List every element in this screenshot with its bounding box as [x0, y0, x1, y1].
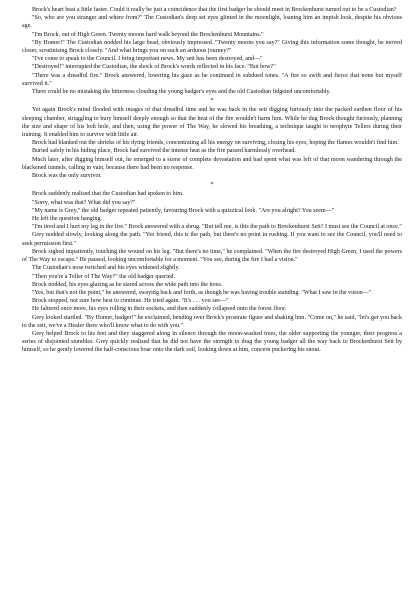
paragraph: "There was a dreadful fire." Brock answered, lowering his gaze as he continued in subdued tones. "A fire so swift and fierce that none but myself survived it.": [22, 72, 402, 87]
paragraph: "By Homer!" The Custodian nodded his large head, obviously impressed. "Twenty moons you say?" Giving this information some thought, he moved closer, scrutinising Brock closely. "And what brings you on such an arduous journey?": [22, 39, 402, 55]
paragraph: "I'm Brock, out of High Green. Twenty moons hard walk beyond the Brockenhurst Mountains.": [32, 31, 264, 38]
paragraph: Brock was the only survivor.: [32, 173, 102, 180]
paragraph: Brock stopped, not sure how best to continue. He tried again. "It's . . . you see—": [32, 298, 229, 305]
paragraph: Brock had blanked out the shrieks of his dying friends, concentrating all his energy on surviving, closing his eyes, hoping the flames wouldn't find him.: [32, 140, 399, 147]
paragraph: Buried safely in his hiding place, Brock had survived the intense heat as the fire passed harmlessly overhead.: [32, 148, 296, 155]
paragraph: Brock nodded, his eyes glazing as he stared across the wide path into the trees.: [32, 281, 223, 288]
paragraph: "So, who are you stranger and where from?" The Custodian's deep set eyes glinted in the moonlight, loaning him an impish look, despite his obvious age.: [22, 15, 402, 30]
paragraph: "Yes, but that's not the point," he answered, swaying back and forth, as though he was having trouble standing. "What I saw in the vision—": [32, 289, 372, 296]
paragraph: "I've come to speak to the Council. I bring important news. My sett has been destroyed, and—": [32, 56, 263, 63]
paragraph: "Destroyed!" interrupted the Custodian, the shock of Brock's words reflected in his face. "But how?": [32, 64, 276, 71]
paragraph: Grey helped Brock to his feet and they staggered along in silence through the moon-washed trees, the older supporting the younger, their progress a series of disjointed stumbles. Grey quickly realised that he did not have the strength to drag the young badger all the way back to Brockenhurst Sett by himself, so he gently lowered the half-conscious boar onto the dark soil, looking down at him, concern puckering his snout.: [22, 330, 402, 354]
paragraph: There could be no mistaking the bitterness clouding the young badger's eyes and the old Custodian fidgeted uncomfortably.: [32, 89, 331, 96]
paragraph: Brock sighed impatiently, touching the wound on his leg. "But there's no time," he complained. "When the fire destroyed High Green, I used the powers of The Way to escape." He paused, looking uncomfortable for a moment. "You see, during the fire I had a vision.": [22, 248, 402, 264]
scene-separator-1: *: [210, 98, 214, 105]
text-section-3: [22, 190, 402, 354]
paragraph: Much later, after digging himself out, he emerged to a scene of complete devastation and had spent what was left of that moon wandering through the blackened tunnels, calling in vain, because there had been no response.: [22, 156, 402, 171]
scene-separator-2: *: [210, 182, 214, 189]
paragraph: The Custodian's nose twitched and his eyes widened slightly.: [32, 265, 180, 272]
paragraph: Brock suddenly realised that the Custodian had spoken to him.: [32, 191, 184, 198]
text-section-2: [22, 106, 402, 180]
paragraph: "Sorry, what was that? What did you say?": [32, 199, 136, 206]
text-section-1: [22, 6, 402, 96]
paragraph: Grey nodded slowly, looking along the path. "Yes friend, this is the path, but there's no point in rushing. If you want to see the Council, you'll need to seek permission first.": [22, 232, 402, 247]
paragraph: He left the question hanging.: [32, 216, 103, 223]
paragraph: "I'm tired and I hurt my leg in the fire." Brock answered with a shrug. "But tell me, is this the path to Brockenhurst Sett? I must see the Council at once.": [32, 224, 402, 231]
paragraph: Grey looked startled. "By Homer, badger!" he exclaimed, bending over Brock's prostrate figure and shaking him. "Come on," he said, "let's get you back to the sett, we've a Healer there who'll know what to do with you.": [22, 314, 402, 329]
paragraph: Yet again Brock's mind flooded with images of that dreadful time and he was back in the sett digging furiously into the packed earthen floor of his sleeping chamber, struggling to bury himself deeply enough so that the heat of the fire wouldn't harm him. While he dug Brock thought furiously, planning the size and shape of his bolt hole, and then, using the power of The Way, he slowed his breathing, a technique taught to neophyte Tellers during their training. It enabled him to survive with little air.: [22, 107, 402, 139]
paragraph: He faltered once more, his eyes rolling in their sockets, and then suddenly collapsed onto the forest floor.: [32, 306, 287, 313]
paragraph: "My name is Grey," the old badger repeated patiently, favouring Brock with a quizzical look. "Are you alright? You seem—": [32, 207, 335, 214]
paragraph: Brock's heart beat a little faster. Could it really be just a coincidence that the first badger he should meet in Brockenhurst turned out to be a Custodian?: [32, 7, 397, 13]
paragraph: "Then you're a Teller of The Way?" the old badger queried.: [32, 273, 175, 280]
